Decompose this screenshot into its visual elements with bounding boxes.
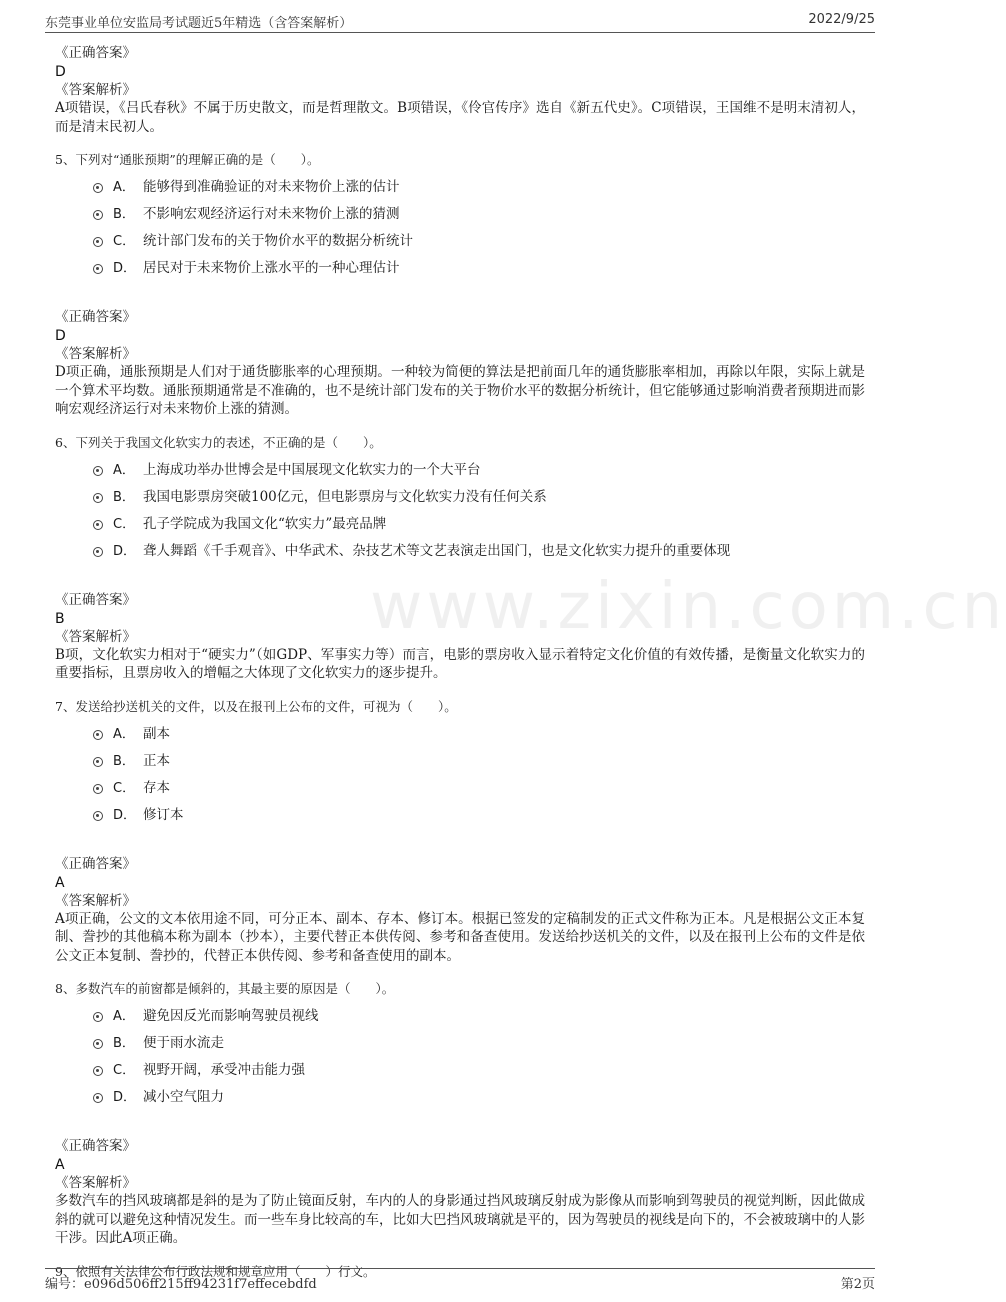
answer-block (55, 855, 865, 966)
option-letter: A． (113, 180, 135, 195)
option-letter: D． (113, 261, 137, 276)
option-letter: B． (113, 1036, 135, 1051)
explanation-text: B项，文化软实力相对于“硬实力”（如GDP、军事实力等）而言，电影的票房收入显示着特定文化价值的有效传播，是衡量文化软实力的重要指标，且票房收入的增幅之大体现了文化软实力的逐步提升。 (55, 646, 865, 681)
answer-block (55, 308, 865, 419)
document-code: 编号：e096d506ff215ff94231f7effecebdfd (45, 1277, 317, 1292)
radio-icon[interactable] (93, 547, 103, 557)
radio-icon[interactable] (93, 466, 103, 476)
option-text: 上海成功举办世博会是中国展现文化软实力的一个大平台 (143, 461, 481, 478)
radio-icon[interactable] (93, 1066, 103, 1076)
option-d[interactable] (93, 255, 865, 282)
option-letter: B． (113, 753, 135, 769)
answer-label: 《正确答案》 (55, 309, 136, 325)
option-c[interactable] (93, 511, 865, 538)
answer-value: A (55, 874, 65, 891)
option-c[interactable] (93, 1057, 865, 1084)
radio-icon[interactable] (93, 1093, 103, 1103)
option-a[interactable] (93, 174, 865, 201)
option-text: 副本 (143, 725, 170, 742)
radio-icon[interactable] (93, 1012, 103, 1022)
answer-value: A (55, 1157, 65, 1173)
option-text: 修订本 (143, 806, 184, 823)
answer-label: 《正确答案》 (55, 855, 136, 872)
document-date: 2022/9/25 (808, 12, 875, 27)
page-footer (45, 1268, 875, 1291)
explanation-label: 《答案解析》 (55, 628, 136, 645)
page-header (45, 12, 875, 33)
question-text: 9、依照有关法律公布行政法规和规章应用（ ）行文。 (55, 1263, 376, 1279)
question-text: 7、发送给抄送机关的文件，以及在报刊上公布的文件，可视为（ ）。 (55, 698, 457, 714)
document-title: 东莞事业单位安监局考试题近5年精选（含答案解析） (45, 16, 353, 31)
option-text: 我国电影票房突破100亿元，但电影票房与文化软实力没有任何关系 (143, 488, 547, 505)
option-d[interactable] (93, 802, 865, 829)
question-4-answer-block (55, 44, 865, 136)
option-letter: B． (113, 207, 135, 222)
option-text: 便于雨水流走 (143, 1035, 224, 1051)
option-a[interactable] (93, 1003, 865, 1030)
question-5 (55, 151, 865, 419)
option-letter: C． (113, 516, 136, 532)
option-b[interactable] (93, 484, 865, 511)
radio-icon[interactable] (93, 730, 103, 740)
question-6 (55, 434, 865, 683)
option-c[interactable] (93, 228, 865, 255)
option-a[interactable] (93, 721, 865, 748)
radio-icon[interactable] (93, 264, 103, 274)
answer-label: 《正确答案》 (55, 591, 136, 608)
option-text: 孔子学院成为我国文化“软实力”最亮品牌 (143, 515, 387, 532)
answer-block (55, 1137, 865, 1248)
radio-icon[interactable] (93, 210, 103, 220)
option-letter: A． (113, 462, 135, 478)
page-content (55, 44, 865, 1286)
question-text: 5、下列对“通胀预期”的理解正确的是（ ）。 (55, 152, 320, 167)
radio-icon[interactable] (93, 784, 103, 794)
answer-value: D (55, 64, 66, 80)
option-text: 聋人舞蹈《千手观音》、中华武术、杂技艺术等文艺表演走出国门，也是文化软实力提升的重要体现 (143, 542, 731, 559)
question-text: 6、下列关于我国文化软实力的表述，不正确的是（ ）。 (55, 434, 382, 450)
radio-icon[interactable] (93, 493, 103, 503)
page-number: 第2页 (840, 1277, 875, 1292)
answer-value: B (55, 610, 65, 627)
option-letter: A． (113, 1009, 135, 1024)
explanation-text: A项错误，《吕氏春秋》不属于历史散文，而是哲理散文。B项错误，《伶官传序》选自《新五代史》。C项错误，王国维不是明末清初人，而是清末民初人。 (55, 100, 865, 135)
option-d[interactable] (93, 1084, 865, 1111)
option-b[interactable] (93, 201, 865, 228)
answer-label: 《正确答案》 (55, 45, 136, 61)
answer-value: D (55, 328, 66, 344)
option-d[interactable] (93, 538, 865, 565)
option-text: 居民对于未来物价上涨水平的一种心理估计 (143, 260, 400, 276)
option-text: 能够得到准确验证的对未来物价上涨的估计 (143, 179, 400, 195)
radio-icon[interactable] (93, 183, 103, 193)
option-text: 统计部门发布的关于物价水平的数据分析统计 (143, 233, 413, 249)
option-letter: C． (113, 780, 136, 796)
radio-icon[interactable] (93, 811, 103, 821)
option-text: 避免因反光而影响驾驶员视线 (143, 1008, 319, 1024)
option-text: 存本 (143, 779, 170, 796)
option-text: 不影响宏观经济运行对未来物价上涨的猜测 (143, 206, 400, 222)
option-letter: D． (113, 543, 137, 559)
option-b[interactable] (93, 748, 865, 775)
question-text: 8、多数汽车的前窗都是倾斜的，其最主要的原因是（ ）。 (55, 981, 395, 996)
explanation-label: 《答案解析》 (55, 82, 136, 98)
radio-icon[interactable] (93, 1039, 103, 1049)
radio-icon[interactable] (93, 237, 103, 247)
option-c[interactable] (93, 775, 865, 802)
option-letter: A． (113, 726, 135, 742)
option-a[interactable] (93, 457, 865, 484)
option-list (93, 721, 865, 829)
option-letter: C． (113, 1063, 136, 1078)
option-text: 减小空气阻力 (143, 1089, 224, 1105)
answer-label: 《正确答案》 (55, 1138, 136, 1154)
question-8 (55, 980, 865, 1248)
option-letter: D． (113, 807, 137, 823)
option-letter: C． (113, 234, 136, 249)
watermark: www.zixin.com.cn (370, 570, 1006, 644)
explanation-text: A项正确，公文的文本依用途不同，可分正本、副本、存本、修订本。根据已签发的定稿制发的正式文件称为正本。凡是根据公文正本复制、誊抄的其他稿本称为副本（抄本），主要代替正本供传阅、参考和备查使用。发送给抄送机关的文件，以及在报刊上公布的文件是依公文正本复制、誊抄的，代替正本供传阅、参考和备查使用的副本。 (55, 910, 865, 964)
explanation-label: 《答案解析》 (55, 892, 136, 909)
option-text: 正本 (143, 752, 170, 769)
option-text: 视野开阔，承受冲击能力强 (143, 1062, 305, 1078)
answer-block (55, 591, 865, 683)
explanation-label: 《答案解析》 (55, 346, 136, 362)
radio-icon[interactable] (93, 757, 103, 767)
option-list (93, 1003, 865, 1111)
radio-icon[interactable] (93, 520, 103, 530)
option-letter: B． (113, 489, 135, 505)
option-b[interactable] (93, 1030, 865, 1057)
option-letter: D． (113, 1090, 137, 1105)
option-list (93, 457, 865, 565)
question-7 (55, 698, 865, 966)
explanation-text: D项正确，通胀预期是人们对于通货膨胀率的心理预期。一种较为简便的算法是把前面几年的通货膨胀率相加，再除以年限，实际上就是一个算术平均数。通胀预期通常是不准确的，也不是统计部门发布的关于物价水平的数据分析统计，但它能够通过影响消费者预期进而影响宏观经济运行对未来物价上涨的猜测。 (55, 364, 865, 417)
explanation-label: 《答案解析》 (55, 1175, 136, 1191)
explanation-text: 多数汽车的挡风玻璃都是斜的是为了防止镜面反射，车内的人的身影通过挡风玻璃反射成为影像从而影响到驾驶员的视觉判断，因此做成斜的就可以避免这种情况发生。而一些车身比较高的车，比如大巴挡风玻璃就是平的，因为驾驶员的视线是向下的，不会被玻璃中的人影干涉。因此A项正确。 (55, 1193, 865, 1246)
option-list (93, 174, 865, 282)
